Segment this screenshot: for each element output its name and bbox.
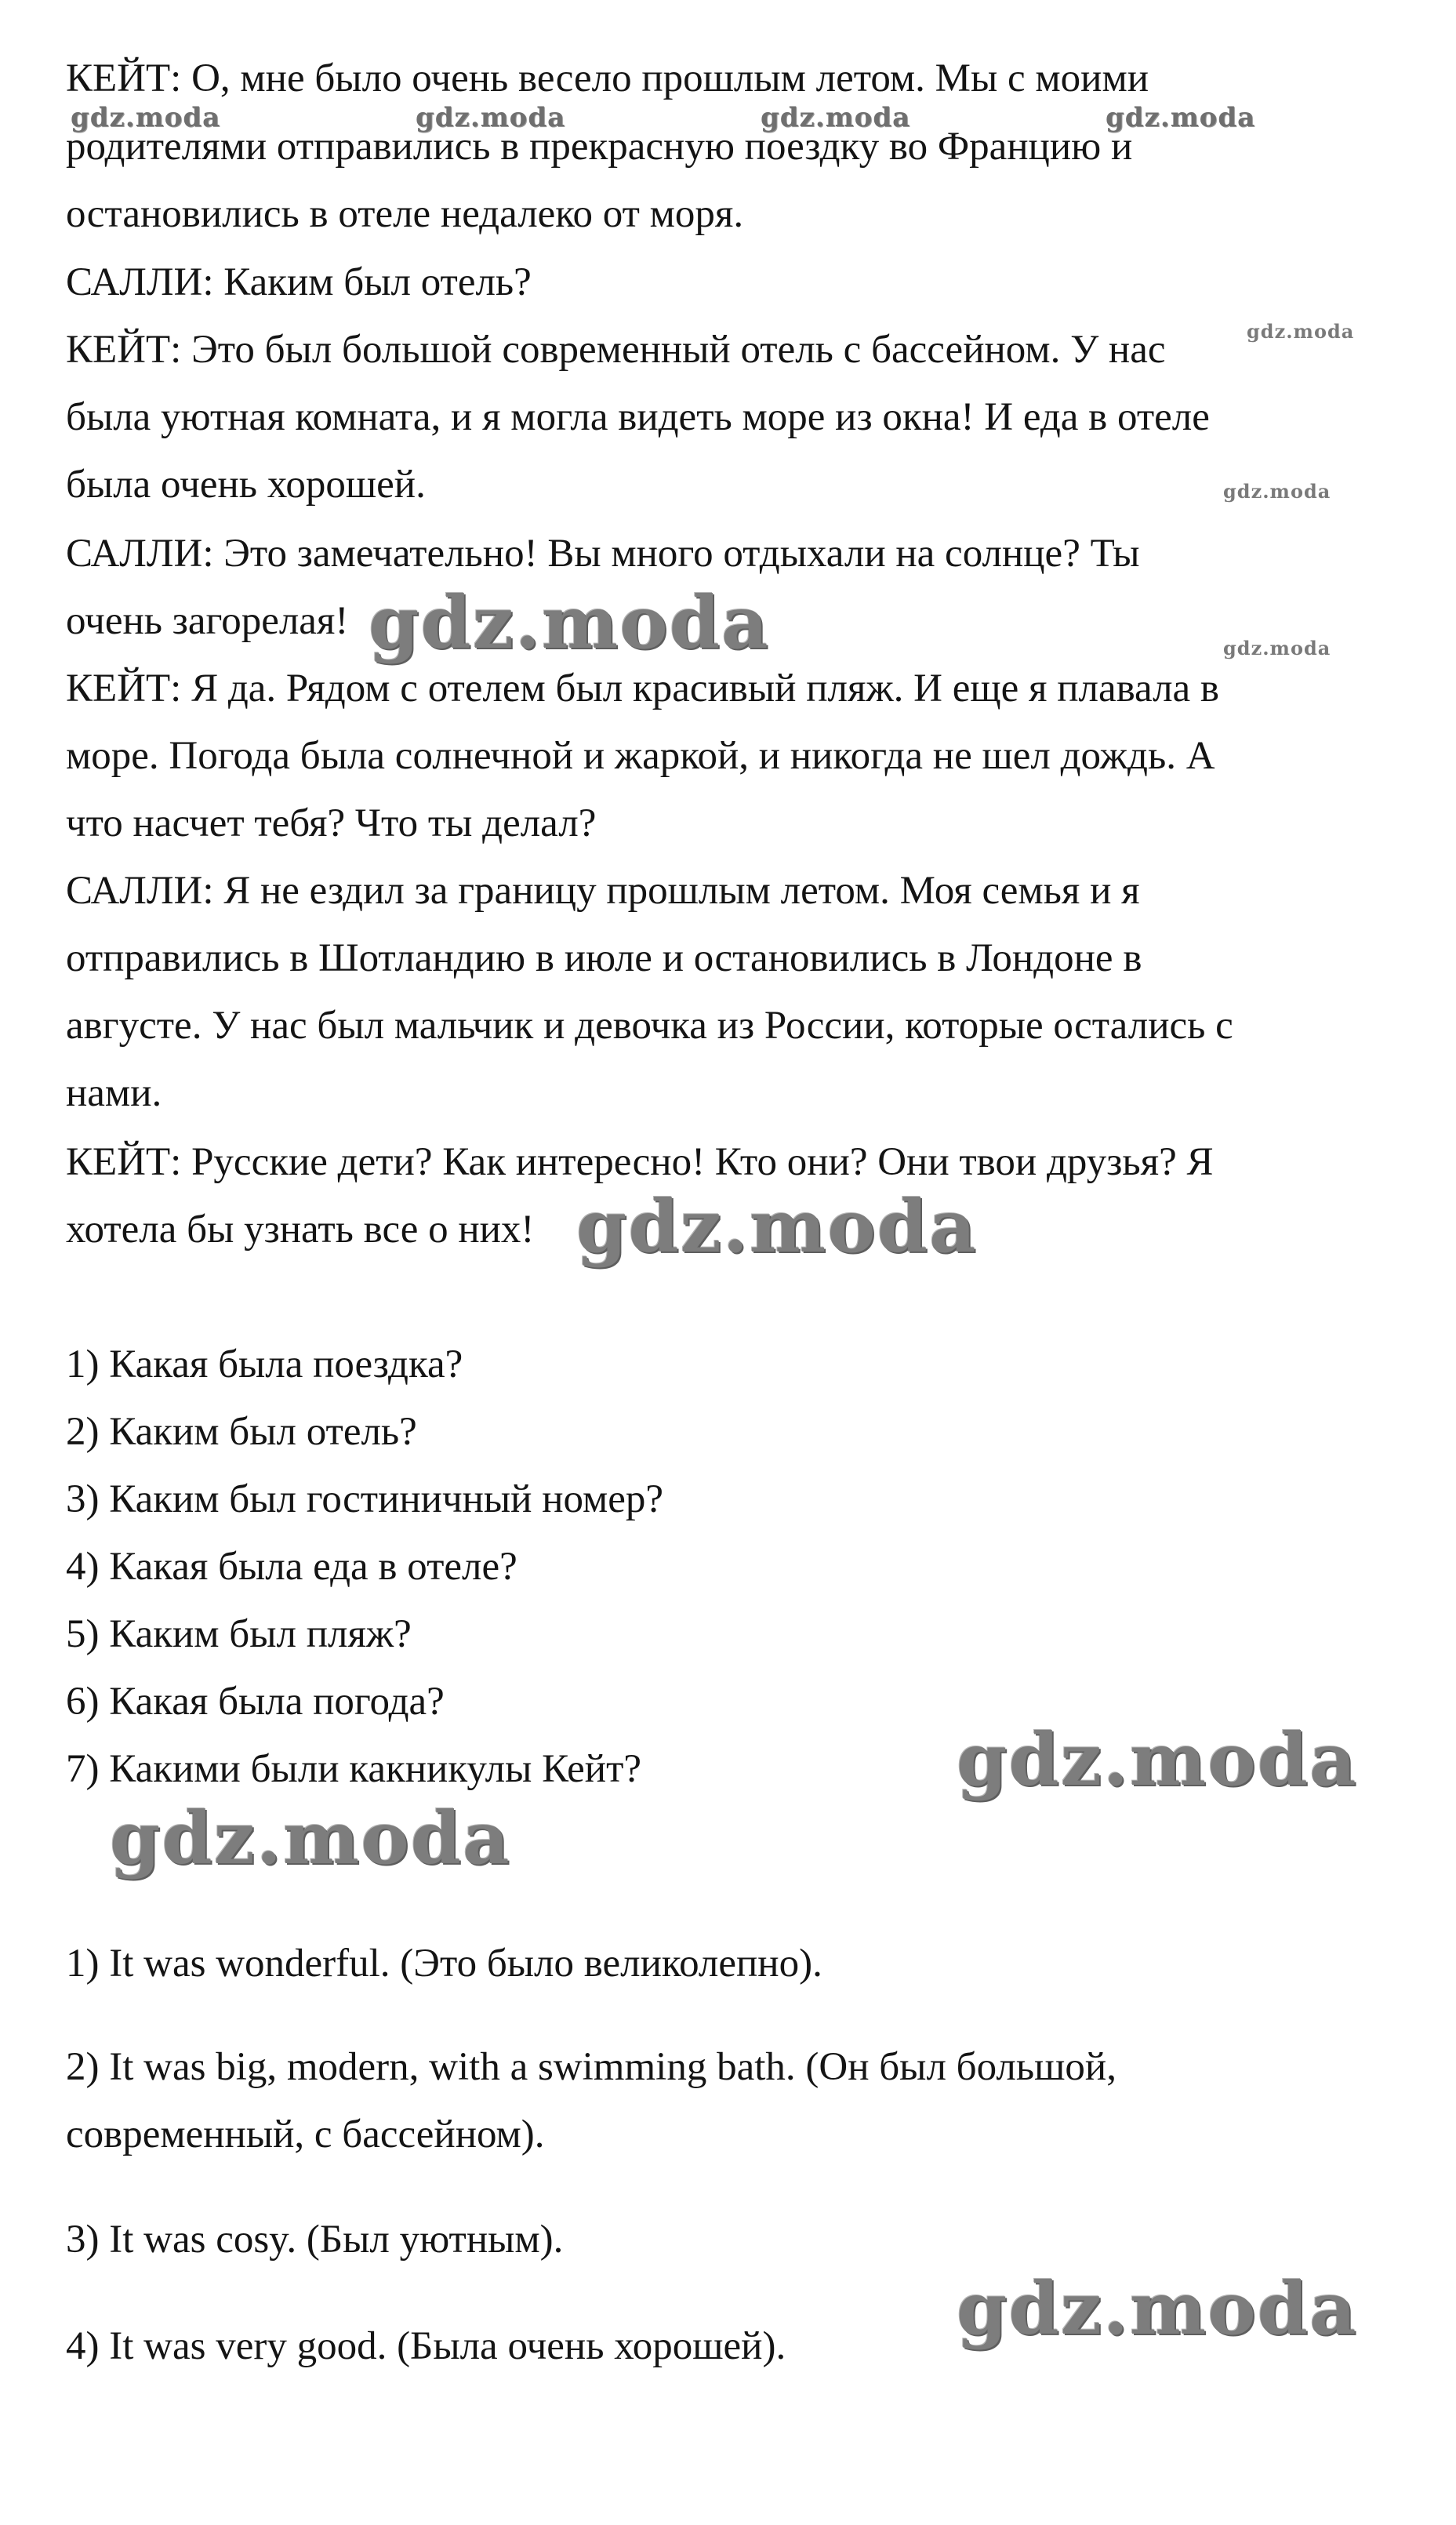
question-item: 3) Каким был гостиничный номер? (66, 1477, 664, 1521)
dialogue-line: КЕЙТ: Русские дети? Как интересно! Кто они? Они твои друзья? Я (66, 1140, 1214, 1184)
question-item: 5) Каким был пляж? (66, 1612, 412, 1656)
dialogue-line: САЛЛИ: Это замечательно! Вы много отдыхали на солнце? Ты (66, 532, 1140, 576)
watermark: gdz.moda (1223, 637, 1331, 659)
watermark: gdz.moda (957, 1717, 1358, 1802)
answer-item: 4) It was very good. (Была очень хорошей). (66, 2324, 786, 2368)
question-item: 6) Какая была погода? (66, 1680, 445, 1724)
watermark: gdz.moda (369, 580, 770, 665)
watermark: gdz.moda (957, 2266, 1358, 2351)
dialogue-line: что насчет тебя? Что ты делал? (66, 801, 597, 845)
dialogue-line: отправились в Шотландию в июле и остановились в Лондоне в (66, 936, 1142, 980)
watermark: gdz.moda (1106, 102, 1256, 133)
dialogue-line: была уютная комната, и я могла видеть море из окна! И еда в отеле (66, 395, 1210, 439)
answer-item: современный, с бассейном). (66, 2113, 545, 2156)
watermark: gdz.moda (1247, 320, 1355, 343)
watermark: gdz.moda (761, 102, 911, 133)
watermark: gdz.moda (110, 1796, 511, 1880)
watermark: gdz.moda (576, 1184, 978, 1269)
watermark: gdz.moda (416, 102, 566, 133)
watermark: gdz.moda (1223, 480, 1331, 503)
watermark: gdz.moda (71, 102, 221, 133)
answer-item: 2) It was big, modern, with a swimming bath. (Он был большой, (66, 2045, 1117, 2089)
dialogue-line: хотела бы узнать все о них! (66, 1208, 535, 1252)
question-item: 7) Какими были какникулы Кейт? (66, 1747, 642, 1791)
dialogue-line: море. Погода была солнечной и жаркой, и никогда не шел дождь. А (66, 734, 1215, 778)
question-item: 4) Какая была еда в отеле? (66, 1545, 517, 1589)
dialogue-line: САЛЛИ: Каким был отель? (66, 260, 532, 304)
dialogue-line: КЕЙТ: Это был большой современный отель с бассейном. У нас (66, 328, 1166, 372)
answer-item: 3) It was cosy. (Был уютным). (66, 2218, 564, 2262)
dialogue-line: была очень хорошей. (66, 463, 426, 507)
dialogue-line: очень загорелая! (66, 599, 349, 643)
dialogue-line: КЕЙТ: О, мне было очень весело прошлым летом. Мы с моими (66, 56, 1149, 100)
dialogue-line: августе. У нас был мальчик и девочка из России, которые остались с (66, 1004, 1233, 1048)
dialogue-line: нами. (66, 1071, 162, 1115)
question-item: 2) Каким был отель? (66, 1410, 417, 1454)
dialogue-line: САЛЛИ: Я не ездил за границу прошлым летом. Моя семья и я (66, 869, 1140, 913)
question-item: 1) Какая была поездка? (66, 1342, 463, 1386)
dialogue-line: остановились в отеле недалеко от моря. (66, 192, 744, 236)
answer-item: 1) It was wonderful. (Это было великолепно). (66, 1942, 822, 1985)
dialogue-line: КЕЙТ: Я да. Рядом с отелем был красивый пляж. И еще я плавала в (66, 667, 1220, 710)
dialogue-line: родителями отправились в прекрасную поездку во Францию и (66, 125, 1133, 169)
